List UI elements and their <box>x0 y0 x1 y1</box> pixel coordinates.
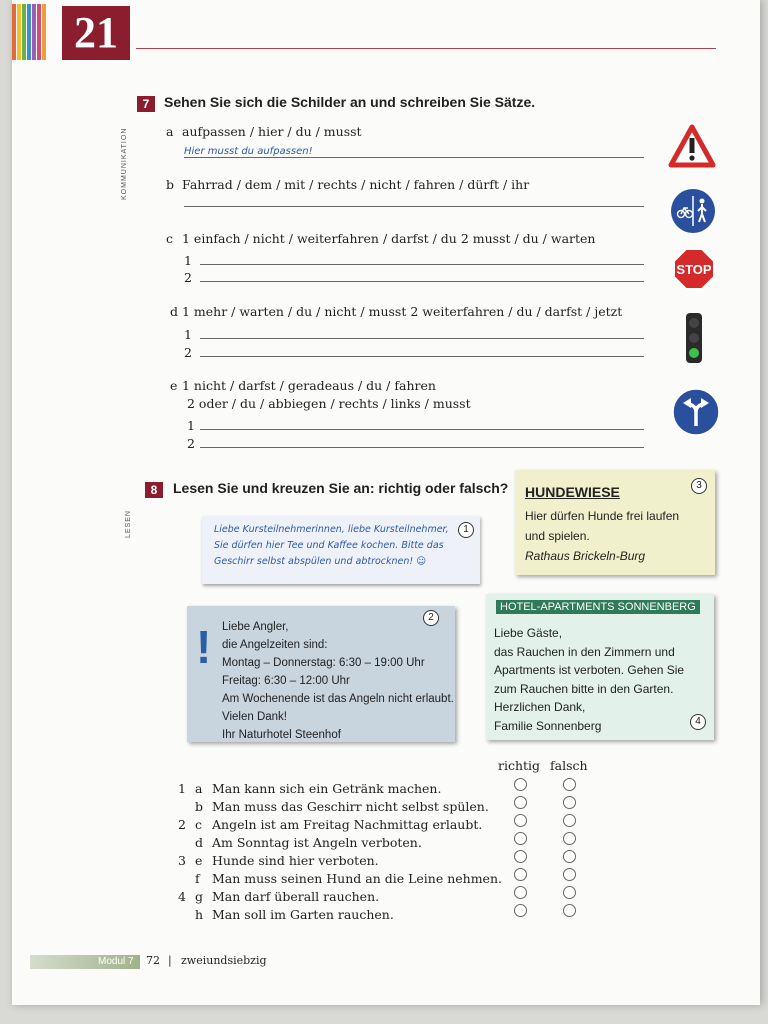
note-3-line: Hier dürfen Hunde frei laufen <box>525 509 680 523</box>
statement-text: Man darf überall rauchen. <box>212 889 380 904</box>
note-4-number: 4 <box>690 714 706 730</box>
note-2-line: Am Wochenende ist das Angeln nicht erlaubt. <box>222 693 454 705</box>
stop-sign-text: STOP <box>676 262 712 277</box>
note-2-number: 2 <box>423 610 439 626</box>
note-3-heading: HUNDEWIESE <box>525 484 620 500</box>
item-d-answer-line-1[interactable] <box>200 338 644 339</box>
note-4-hotel <box>486 594 714 740</box>
side-label-kommunikation: KOMMUNIKATION <box>121 127 128 200</box>
note-1-number: 1 <box>458 522 474 538</box>
statement-number: 3 <box>178 853 186 868</box>
note-4-line: Familie Sonnenberg <box>494 718 602 733</box>
note-1-line-1: Liebe Kursteilnehmerinnen, liebe Kursteilnehmer, <box>214 524 449 535</box>
exercise-7-number: 7 <box>137 96 155 112</box>
statement-number: 4 <box>178 889 186 904</box>
item-e-line-number-1: 1 <box>187 418 195 433</box>
falsch-checkbox[interactable] <box>563 868 576 881</box>
note-3-dog-meadow <box>515 470 715 575</box>
note-4-heading: HOTEL-APARTMENTS SONNENBERG <box>496 600 700 614</box>
header-rule <box>136 48 716 49</box>
note-1-line-2: Sie dürfen hier Tee und Kaffee kochen. Bitte das <box>214 540 444 551</box>
item-d-letter: d <box>170 304 179 319</box>
item-a-answer[interactable]: Hier musst du aufpassen! <box>184 146 644 158</box>
item-e-words-1: 1 nicht / darfst / geradeaus / du / fahren <box>182 378 436 393</box>
statement-text: Man muss das Geschirr nicht selbst spülen. <box>212 799 489 814</box>
richtig-checkbox[interactable] <box>514 886 527 899</box>
side-label-lesen: LESEN <box>125 510 132 538</box>
richtig-checkbox[interactable] <box>514 904 527 917</box>
turn-left-or-right-sign-icon <box>672 388 720 436</box>
statement-letter: b <box>195 799 204 814</box>
item-e-answer-line-1[interactable] <box>200 429 644 430</box>
note-2-line: Liebe Angler, <box>222 621 289 633</box>
note-4-line: Apartments ist verboten. Gehen Sie <box>494 663 685 677</box>
item-d-line-number-1: 1 <box>184 327 192 342</box>
note-4-line: das Rauchen in den Zimmern und <box>494 644 675 659</box>
statement-text: Angeln ist am Freitag Nachmittag erlaubt. <box>212 817 483 832</box>
warning-sign-icon <box>668 124 716 168</box>
statement-letter: d <box>195 835 204 850</box>
statement-text: Hunde sind hier verboten. <box>212 853 379 868</box>
note-2-line: Ihr Naturhotel Steenhof <box>222 729 341 741</box>
statement-letter: f <box>195 871 200 886</box>
note-4-line: Herzlichen Dank, <box>494 700 586 714</box>
traffic-light-icon <box>684 312 704 364</box>
note-3-line: und spielen. <box>525 529 590 543</box>
item-d-words: 1 mehr / warten / du / nicht / musst 2 weiterfahren / du / darfst / jetzt <box>182 304 623 319</box>
note-2-line: Freitag: 6:30 – 12:00 Uhr <box>222 675 350 687</box>
note-3-number: 3 <box>691 478 707 494</box>
richtig-checkbox[interactable] <box>514 832 527 845</box>
exclamation-icon: ! <box>196 621 212 673</box>
note-1-line-3: Geschirr selbst abspülen und abtrocknen! ☺ <box>214 556 427 567</box>
item-c-line-number-1: 1 <box>184 253 192 268</box>
richtig-checkbox[interactable] <box>514 796 527 809</box>
page-number-word: zweiundsiebzig <box>181 954 267 967</box>
statement-number: 2 <box>178 817 186 832</box>
item-c-words: 1 einfach / nicht / weiterfahren / darfst / du 2 musst / du / warten <box>182 231 596 246</box>
column-falsch: falsch <box>550 758 588 773</box>
note-2-line: Vielen Dank! <box>222 711 287 723</box>
falsch-checkbox[interactable] <box>563 850 576 863</box>
item-c-answer-line-2[interactable] <box>200 281 644 282</box>
statement-text: Man muss seinen Hund an die Leine nehmen. <box>212 871 502 886</box>
note-3-signature: Rathaus Brickeln-Burg <box>525 549 646 563</box>
item-d-answer-line-2[interactable] <box>200 356 644 357</box>
statement-letter: g <box>195 889 204 904</box>
statement-letter: e <box>195 853 203 868</box>
statement-text: Man soll im Garten rauchen. <box>212 907 394 922</box>
exercise-7-title: Sehen Sie sich die Schilder an und schreiben Sie Sätze. <box>164 94 536 110</box>
statement-text: Man kann sich ein Getränk machen. <box>212 781 442 796</box>
falsch-checkbox[interactable] <box>563 778 576 791</box>
note-2-line: die Angelzeiten sind: <box>222 639 328 651</box>
footer-modul-label: Modul 7 <box>98 956 134 967</box>
item-b-letter: b <box>166 177 175 192</box>
falsch-checkbox[interactable] <box>563 796 576 809</box>
item-e-words-2: 2 oder / du / abbiegen / rechts / links / musst <box>187 396 471 411</box>
exercise-8-number: 8 <box>145 482 163 498</box>
richtig-checkbox[interactable] <box>514 778 527 791</box>
item-a-words: aufpassen / hier / du / musst <box>182 124 362 139</box>
item-b-words: Fahrrad / dem / mit / rechts / nicht / fahren / dürft / ihr <box>182 177 530 192</box>
item-a-letter: a <box>166 124 174 139</box>
richtig-checkbox[interactable] <box>514 814 527 827</box>
item-c-letter: c <box>166 231 174 246</box>
statement-text: Am Sonntag ist Angeln verboten. <box>212 835 422 850</box>
column-richtig: richtig <box>498 758 541 773</box>
item-c-answer-line-1[interactable] <box>200 264 644 265</box>
chapter-number: 21 <box>62 6 130 60</box>
note-2-anglers <box>187 606 455 742</box>
falsch-checkbox[interactable] <box>563 886 576 899</box>
footer-separator: | <box>168 954 172 967</box>
note-1-course <box>202 516 480 584</box>
note-4-line: Liebe Gäste, <box>494 626 563 640</box>
note-2-line: Montag – Donnerstag: 6:30 – 19:00 Uhr <box>222 657 425 669</box>
exercise-8-title: Lesen Sie und kreuzen Sie an: richtig oder falsch? <box>173 480 509 496</box>
statement-letter: a <box>195 781 203 796</box>
statement-number: 1 <box>178 781 186 796</box>
page-number: 72 <box>146 954 160 967</box>
item-e-line-number-2: 2 <box>187 436 195 451</box>
item-b-answer-line[interactable] <box>184 206 644 207</box>
item-d-line-number-2: 2 <box>184 345 192 360</box>
item-e-letter: e <box>170 378 178 393</box>
stop-sign-icon <box>673 248 715 290</box>
note-4-line: zum Rauchen bitte in den Garten. <box>494 681 674 696</box>
page-edge-strips <box>12 4 60 60</box>
richtig-checkbox[interactable] <box>514 850 527 863</box>
richtig-checkbox[interactable] <box>514 868 527 881</box>
statement-letter: c <box>195 817 203 832</box>
falsch-checkbox[interactable] <box>563 832 576 845</box>
item-e-answer-line-2[interactable] <box>200 447 644 448</box>
statement-letter: h <box>195 907 204 922</box>
falsch-checkbox[interactable] <box>563 814 576 827</box>
bicycle-pedestrian-sign-icon <box>670 188 716 234</box>
falsch-checkbox[interactable] <box>563 904 576 917</box>
item-c-line-number-2: 2 <box>184 270 192 285</box>
